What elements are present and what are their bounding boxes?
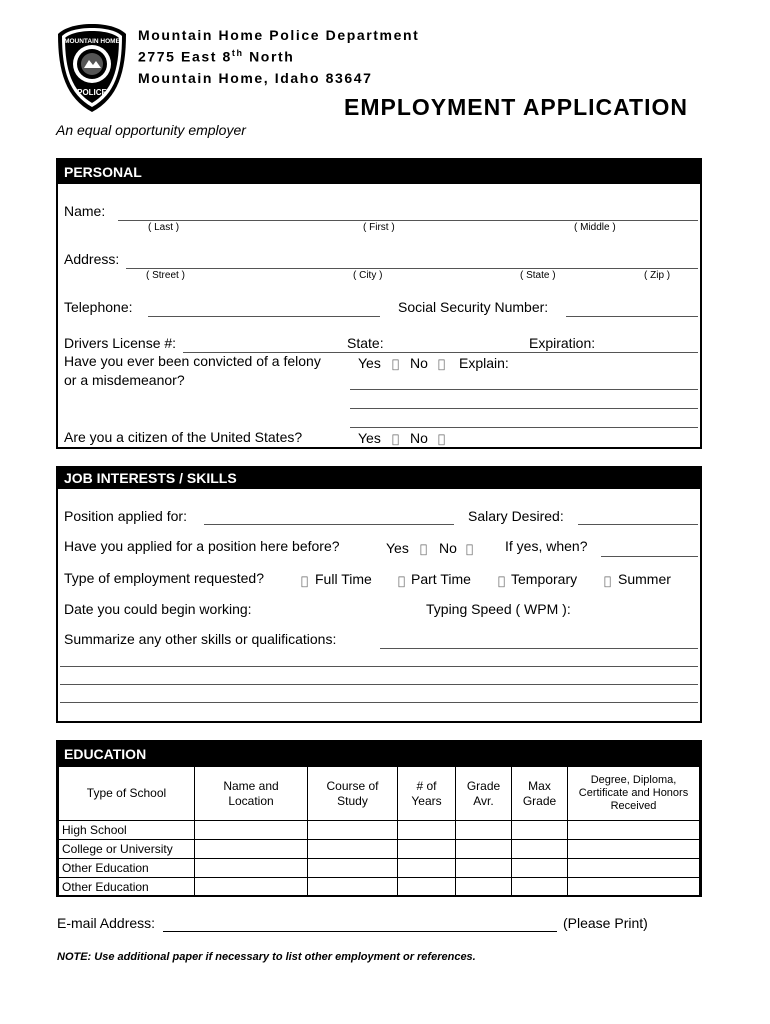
temporary-checkbox[interactable] bbox=[498, 574, 505, 588]
skills-line-4[interactable] bbox=[60, 702, 698, 703]
explain-line-3[interactable] bbox=[350, 427, 698, 428]
street-hint: ( Street ) bbox=[146, 270, 185, 281]
full-time-label: Full Time bbox=[315, 571, 372, 587]
table-cell[interactable] bbox=[195, 821, 308, 840]
citizen-question: Are you a citizen of the United States? bbox=[64, 429, 303, 445]
personal-section bbox=[56, 158, 702, 449]
license-label: Drivers License #: bbox=[64, 335, 177, 351]
col-grade-header: Grade Avr. bbox=[456, 767, 512, 821]
last-name-hint: ( Last ) bbox=[148, 222, 180, 233]
applied-yes-label: Yes bbox=[386, 540, 409, 556]
position-field[interactable] bbox=[204, 524, 454, 525]
explain-line-2[interactable] bbox=[350, 408, 698, 409]
state-hint: ( State ) bbox=[520, 270, 556, 281]
table-row bbox=[59, 859, 700, 878]
table-cell[interactable] bbox=[568, 859, 700, 878]
table-cell[interactable] bbox=[512, 821, 568, 840]
salary-field[interactable] bbox=[578, 524, 698, 525]
address-field[interactable] bbox=[126, 268, 698, 269]
employment-type-label: Type of employment requested? bbox=[64, 570, 265, 586]
felony-question-2: or a misdemeanor? bbox=[64, 372, 185, 388]
table-cell[interactable] bbox=[512, 878, 568, 897]
applied-yes-checkbox[interactable] bbox=[420, 542, 427, 556]
first-name-hint: ( First ) bbox=[363, 222, 395, 233]
education-section-title: EDUCATION bbox=[58, 742, 700, 766]
street-end: North bbox=[243, 48, 295, 65]
skills-line-3[interactable] bbox=[60, 684, 698, 685]
please-print-label: (Please Print) bbox=[563, 915, 648, 931]
ssn-field[interactable] bbox=[566, 316, 698, 317]
table-cell[interactable] bbox=[398, 878, 456, 897]
col-degree-header: Degree, Diploma, Certificate and Honors Received bbox=[568, 767, 700, 821]
table-cell[interactable] bbox=[456, 859, 512, 878]
table-row bbox=[59, 840, 700, 859]
ssn-label: Social Security Number: bbox=[398, 299, 549, 315]
table-cell[interactable] bbox=[398, 859, 456, 878]
citizen-yes-checkbox[interactable] bbox=[392, 432, 399, 446]
temporary-label: Temporary bbox=[511, 571, 578, 587]
job-section-title: JOB INTERESTS / SKILLS bbox=[58, 468, 700, 489]
school-type-cell: College or University bbox=[59, 840, 195, 859]
education-table bbox=[58, 766, 700, 897]
summer-checkbox[interactable] bbox=[604, 574, 611, 588]
school-type-cell: Other Education bbox=[59, 859, 195, 878]
citizen-no-label: No bbox=[410, 430, 428, 446]
col-type-header: Type of School bbox=[59, 767, 195, 821]
summer-label: Summer bbox=[618, 571, 671, 587]
table-cell[interactable] bbox=[568, 821, 700, 840]
part-time-checkbox[interactable] bbox=[398, 574, 405, 588]
full-time-checkbox[interactable] bbox=[301, 574, 308, 588]
table-cell[interactable] bbox=[456, 840, 512, 859]
applied-no-label: No bbox=[439, 540, 457, 556]
police-badge-logo bbox=[56, 22, 128, 114]
col-years-header: # of Years bbox=[398, 767, 456, 821]
skills-line-1[interactable] bbox=[380, 648, 698, 649]
position-label: Position applied for: bbox=[64, 508, 187, 524]
table-cell[interactable] bbox=[308, 840, 398, 859]
name-field[interactable] bbox=[118, 220, 698, 221]
felony-no-label: No bbox=[410, 355, 428, 371]
city-hint: ( City ) bbox=[353, 270, 383, 281]
felony-yes-checkbox[interactable] bbox=[392, 357, 399, 371]
education-header-row bbox=[59, 767, 700, 821]
table-cell[interactable] bbox=[512, 859, 568, 878]
felony-question-1: Have you ever been convicted of a felony bbox=[64, 353, 321, 369]
street-number: 2775 East 8 bbox=[138, 48, 232, 65]
footer-note: NOTE: Use additional paper if necessary to list other employment or references. bbox=[57, 951, 476, 963]
citizen-yes-label: Yes bbox=[358, 430, 381, 446]
table-row bbox=[59, 821, 700, 840]
expiration-label: Expiration: bbox=[529, 335, 596, 351]
felony-no-checkbox[interactable] bbox=[438, 357, 445, 371]
skills-line-2[interactable] bbox=[60, 666, 698, 667]
badge-top-text: MOUNTAIN HOME bbox=[64, 38, 120, 45]
badge-bottom-text: POLICE bbox=[77, 88, 107, 97]
table-cell[interactable] bbox=[195, 840, 308, 859]
job-section bbox=[56, 466, 702, 723]
felony-yes-label: Yes bbox=[358, 355, 381, 371]
col-max-header: Max Grade bbox=[512, 767, 568, 821]
table-cell[interactable] bbox=[568, 878, 700, 897]
table-cell[interactable] bbox=[195, 859, 308, 878]
school-type-cell: High School bbox=[59, 821, 195, 840]
summarize-label: Summarize any other skills or qualifications: bbox=[64, 631, 337, 647]
when-label: If yes, when? bbox=[505, 538, 588, 554]
dept-street bbox=[138, 48, 294, 65]
table-cell[interactable] bbox=[308, 859, 398, 878]
salary-label: Salary Desired: bbox=[468, 508, 564, 524]
table-cell[interactable] bbox=[398, 840, 456, 859]
citizen-no-checkbox[interactable] bbox=[438, 432, 445, 446]
name-label: Name: bbox=[64, 203, 106, 219]
applied-no-checkbox[interactable] bbox=[466, 542, 473, 556]
telephone-label: Telephone: bbox=[64, 299, 133, 315]
table-cell[interactable] bbox=[308, 878, 398, 897]
col-course-header: Course of Study bbox=[308, 767, 398, 821]
table-cell[interactable] bbox=[308, 821, 398, 840]
col-name-header: Name and Location bbox=[195, 767, 308, 821]
table-cell[interactable] bbox=[456, 821, 512, 840]
applied-before-label: Have you applied for a position here before? bbox=[64, 538, 340, 554]
education-section bbox=[56, 740, 702, 897]
email-label: E-mail Address: bbox=[57, 915, 156, 931]
table-cell[interactable] bbox=[456, 878, 512, 897]
tagline: An equal opportunity employer bbox=[56, 122, 246, 138]
telephone-field[interactable] bbox=[148, 316, 380, 317]
table-row bbox=[59, 878, 700, 897]
form-title: EMPLOYMENT APPLICATION bbox=[344, 94, 688, 120]
typing-speed-label: Typing Speed ( WPM ): bbox=[426, 601, 571, 617]
dept-city: Mountain Home, Idaho 83647 bbox=[138, 70, 373, 86]
license-state-label: State: bbox=[347, 335, 384, 351]
date-begin-label: Date you could begin working: bbox=[64, 601, 252, 617]
school-type-cell: Other Education bbox=[59, 878, 195, 897]
dept-name: Mountain Home Police Department bbox=[138, 27, 420, 43]
middle-name-hint: ( Middle ) bbox=[574, 222, 616, 233]
zip-hint: ( Zip ) bbox=[644, 270, 671, 281]
when-field[interactable] bbox=[601, 556, 698, 557]
table-cell[interactable] bbox=[512, 840, 568, 859]
table-cell[interactable] bbox=[398, 821, 456, 840]
explain-label: Explain: bbox=[459, 355, 509, 371]
table-cell[interactable] bbox=[195, 878, 308, 897]
table-cell[interactable] bbox=[568, 840, 700, 859]
part-time-label: Part Time bbox=[411, 571, 471, 587]
address-label: Address: bbox=[64, 251, 120, 267]
email-field[interactable] bbox=[163, 931, 557, 932]
street-sup: th bbox=[231, 48, 244, 58]
explain-line-1[interactable] bbox=[350, 389, 698, 390]
personal-section-title: PERSONAL bbox=[58, 160, 700, 184]
